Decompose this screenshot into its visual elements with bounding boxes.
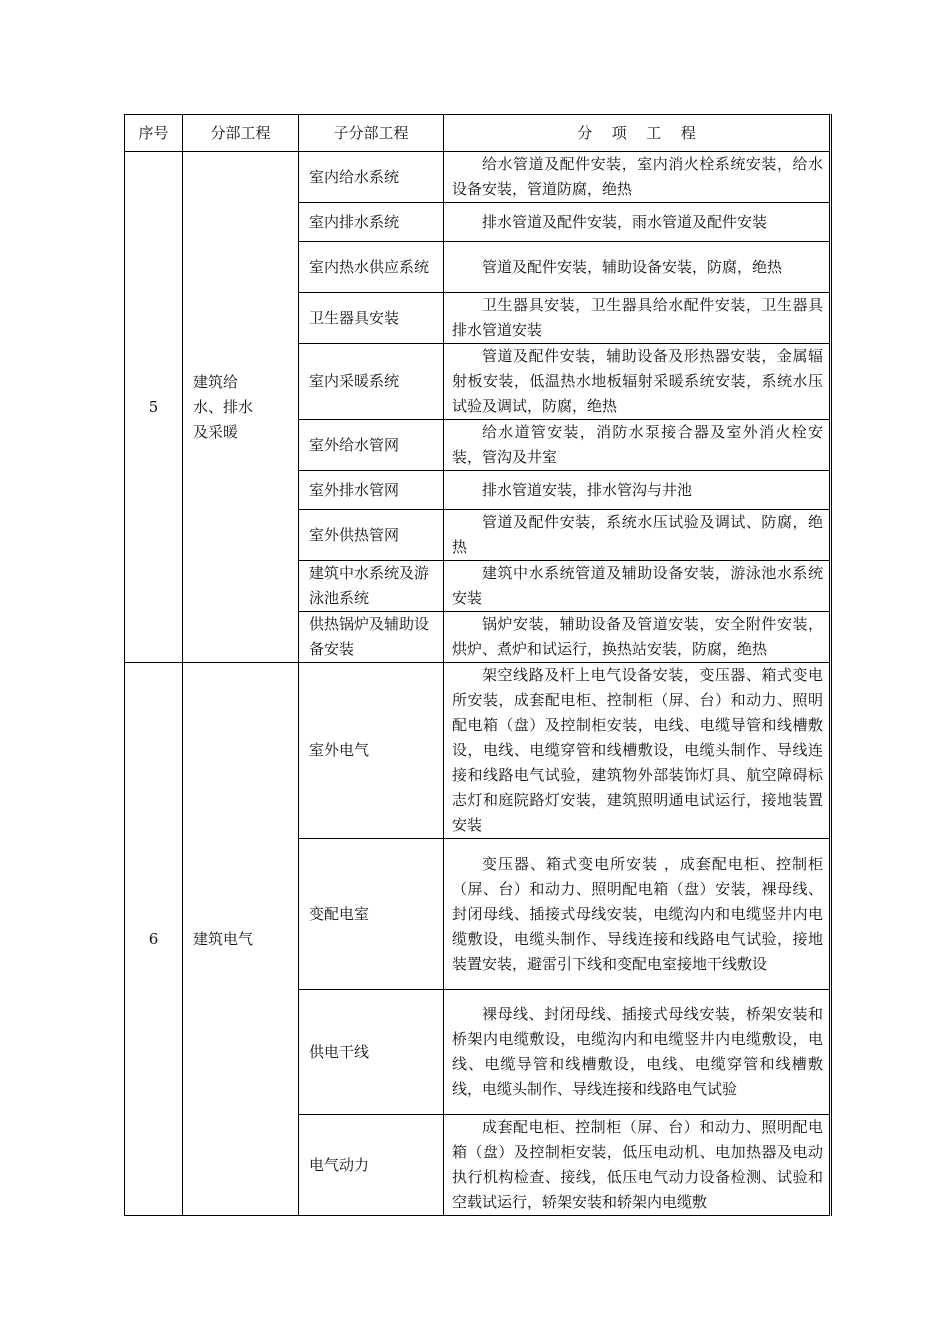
items-cell: 管道及配件安装，辅助设备及形热器安装，金属辐射板安装，低温热水地板辐射采暖系统安装，系统水压试验及调试，防腐，绝热 <box>444 344 831 420</box>
subdivision-cell: 室外供热管网 <box>299 510 444 561</box>
header-division: 分部工程 <box>183 115 299 152</box>
table-row <box>125 152 831 203</box>
division-cell: 建筑电气 <box>183 663 299 1216</box>
table-header-row <box>125 115 831 152</box>
items-cell: 卫生器具安装，卫生器具给水配件安装，卫生器具排水管道安装 <box>444 293 831 344</box>
subdivision-cell: 室内排水系统 <box>299 203 444 242</box>
items-cell: 建筑中水系统管道及辅助设备安装，游泳池水系统安装 <box>444 561 831 612</box>
header-subdivision: 子分部工程 <box>299 115 444 152</box>
subdivision-cell: 卫生器具安装 <box>299 293 444 344</box>
table-row <box>125 663 831 839</box>
items-cell: 排水管道安装，排水管沟与井池 <box>444 471 831 510</box>
seq-cell: 6 <box>125 663 183 1216</box>
header-seq: 序号 <box>125 115 183 152</box>
project-division-table <box>124 114 832 1216</box>
subdivision-cell: 室外排水管网 <box>299 471 444 510</box>
items-cell: 成套配电柜、控制柜（屏、台）和动力、照明配电箱（盘）及控制柜安装，低压电动机、电加热器及电动执行机构检查、接线，低压电气动力设备检测、试验和空载试运行，轿架安装和轿架内电缆敷 <box>444 1115 831 1216</box>
items-cell: 给水管道及配件安装，室内消火栓系统安装，给水设备安装，管道防腐，绝热 <box>444 152 831 203</box>
document-page <box>124 114 830 1216</box>
items-cell: 给水道管安装，消防水泵接合器及室外消火栓安装，管沟及井室 <box>444 420 831 471</box>
subdivision-cell: 建筑中水系统及游泳池系统 <box>299 561 444 612</box>
items-cell: 管道及配件安装，系统水压试验及调试、防腐，绝热 <box>444 510 831 561</box>
subdivision-cell: 供热锅炉及辅助设备安装 <box>299 612 444 663</box>
subdivision-cell: 室内给水系统 <box>299 152 444 203</box>
subdivision-cell: 供电干线 <box>299 990 444 1115</box>
items-cell: 排水管道及配件安装，雨水管道及配件安装 <box>444 203 831 242</box>
items-cell: 裸母线、封闭母线、插接式母线安装，桥架安装和桥架内电缆敷设，电缆沟内和电缆竖井内电缆敷设，电线、电缆导管和线槽敷设，电线、电缆穿管和线槽敷线，电缆头制作、导线连接和线路电气试验 <box>444 990 831 1115</box>
items-cell: 管道及配件安装，辅助设备安装，防腐，绝热 <box>444 242 831 293</box>
items-cell: 锅炉安装，辅助设备及管道安装，安全附件安装，烘炉、煮炉和试运行，换热站安装，防腐，绝热 <box>444 612 831 663</box>
subdivision-cell: 室外给水管网 <box>299 420 444 471</box>
subdivision-cell: 变配电室 <box>299 839 444 990</box>
items-cell: 变压器、箱式变电所安装 ，成套配电柜、控制柜（屏、台）和动力、照明配电箱（盘）安装，裸母线、封闭母线、插接式母线安装，电缆沟内和电缆竖井内电缆敷设，电缆头制作、导线连接和线路电气试验，接地装置安装，避雷引下线和变配电室接地干线敷设 <box>444 839 831 990</box>
subdivision-cell: 室内热水供应系统 <box>299 242 444 293</box>
seq-cell: 5 <box>125 152 183 663</box>
subdivision-cell: 室内采暖系统 <box>299 344 444 420</box>
subdivision-cell: 室外电气 <box>299 663 444 839</box>
division-cell: 建筑给水、排水及采暖 <box>183 152 299 663</box>
header-items: 分项工程 <box>444 115 831 152</box>
items-cell: 架空线路及杆上电气设备安装，变压器、箱式变电所安装，成套配电柜、控制柜（屏、台）和动力、照明配电箱（盘）及控制柜安装，电线、电缆导管和线槽敷设，电线、电缆穿管和线槽敷设，电缆头制作、导线连接和线路电气试验，建筑物外部装饰灯具、航空障碍标志灯和庭院路灯安装，建筑照明通电试运行，接地装置安装 <box>444 663 831 839</box>
subdivision-cell: 电气动力 <box>299 1115 444 1216</box>
